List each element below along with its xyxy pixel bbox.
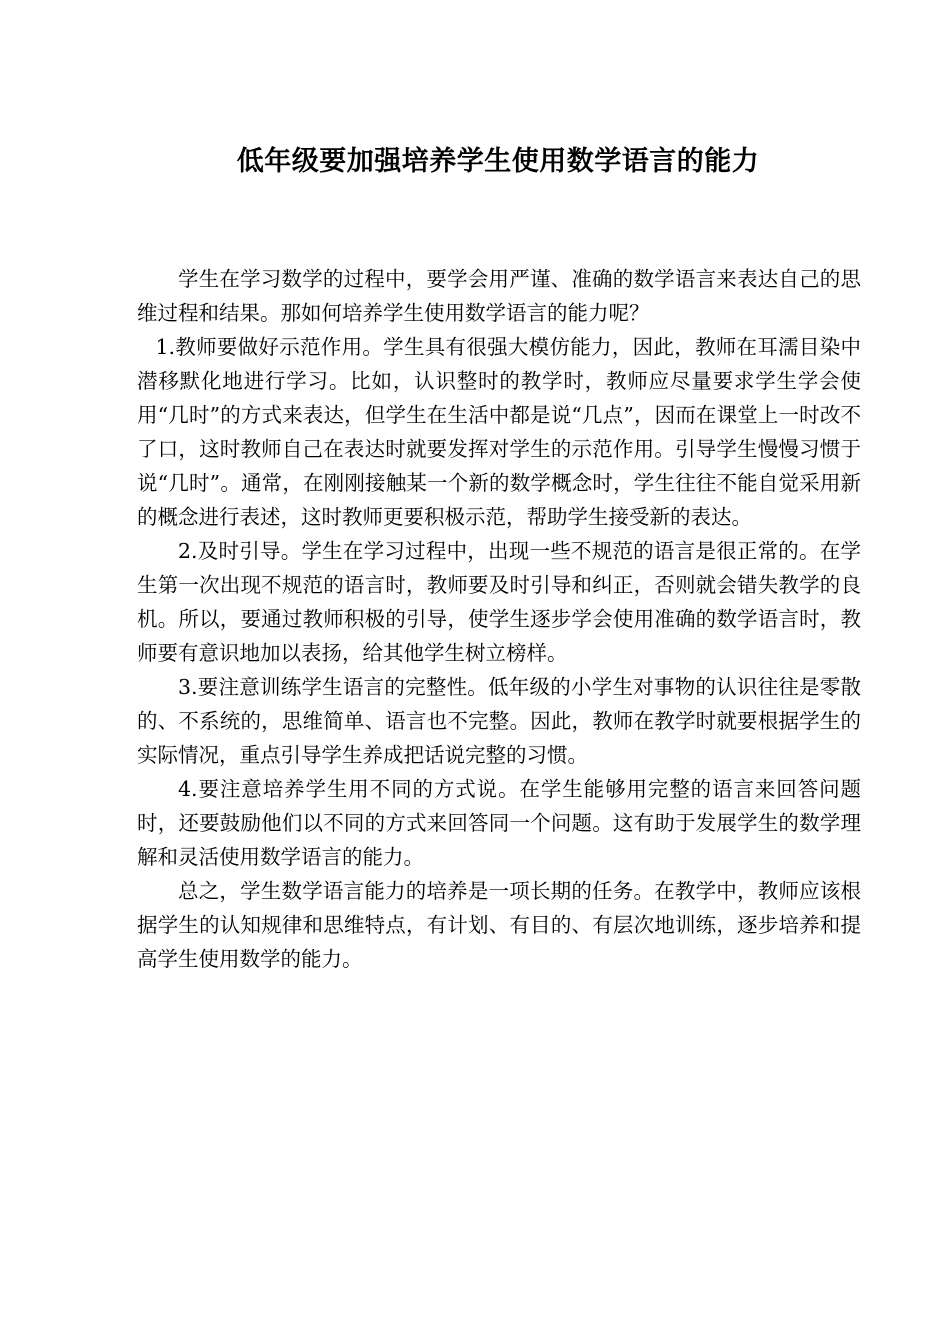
paragraph-point-2: 2.及时引导。学生在学习过程中，出现一些不规范的语言是很正常的。在学生第一次出现不规范的语言时，教师要及时引导和纠正，否则就会错失教学的良机。所以，要通过教师积极的引导，使学生逐步学会使用准确的数学语言时，教师要有意识地加以表扬，给其他学生树立榜样。 [137, 539, 861, 665]
document-title: 低年级要加强培养学生使用数学语言的能力 [236, 146, 760, 177]
paragraph-intro: 学生在学习数学的过程中，要学会用严谨、准确的数学语言来表达自己的思维过程和结果。那如何培养学生使用数学语言的能力呢？ [137, 267, 861, 325]
paragraph-conclusion: 总之，学生数学语言能力的培养是一项长期的任务。在教学中，教师应该根据学生的认知规律和思维特点，有计划、有目的、有层次地训练，逐步培养和提高学生使用数学的能力。 [137, 879, 861, 971]
paragraph-point-1: 1.教师要做好示范作用。学生具有很强大模仿能力，因此，教师在耳濡目染中潜移默化地进行学习。比如，认识整时的教学时，教师应尽量要求学生学会使用“几时”的方式来表达，但学生在生活中都是说“几点”，因而在课堂上一时改不了口，这时教师自己在表达时就要发挥对学生的示范作用。引导学生慢慢习惯于说“几时”。通常，在刚刚接触某一个新的数学概念时，学生往往不能自觉采用新的概念进行表述，这时教师更要积极示范，帮助学生接受新的表达。 [137, 335, 861, 529]
paragraph-point-3: 3.要注意训练学生语言的完整性。低年级的小学生对事物的认识往往是零散的、不系统的，思维简单、语言也不完整。因此，教师在教学时就要根据学生的实际情况，重点引导学生养成把话说完整的习惯。 [137, 675, 861, 767]
document-body [137, 262, 861, 976]
paragraph-point-4: 4.要注意培养学生用不同的方式说。在学生能够用完整的语言来回答问题时，还要鼓励他们以不同的方式来回答同一个问题。这有助于发展学生的数学理解和灵活使用数学语言的能力。 [137, 777, 861, 869]
